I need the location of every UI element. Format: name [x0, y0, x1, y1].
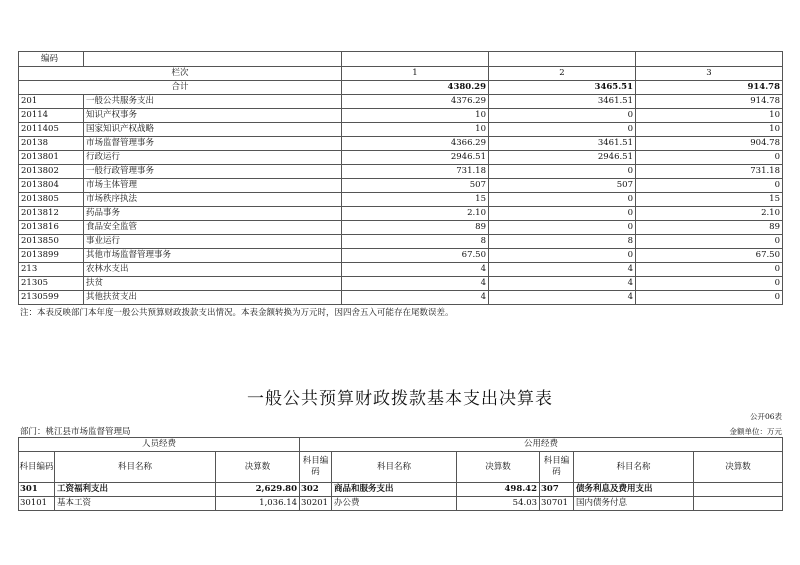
col-amount-2: 决算数 — [457, 452, 540, 483]
row-code: 20114 — [19, 109, 84, 123]
department-label: 部门：桃江县市场监督管理局 — [20, 427, 131, 437]
col-number-2: 2 — [489, 67, 636, 81]
row-value-3: 10 — [636, 123, 783, 137]
row-value-3: 914.78 — [636, 95, 783, 109]
cell-name: 工资福利支出 — [55, 483, 216, 497]
row-name: 行政运行 — [84, 151, 342, 165]
row-name: 一般公共服务支出 — [84, 95, 342, 109]
row-name: 事业运行 — [84, 235, 342, 249]
table-row — [19, 109, 783, 123]
table-row — [19, 193, 783, 207]
row-value-1: 2.10 — [342, 207, 489, 221]
total-value-1: 4380.29 — [342, 81, 489, 95]
row-value-3: 0 — [636, 291, 783, 305]
lanci-label: 栏次 — [19, 67, 342, 81]
row-value-2: 0 — [489, 193, 636, 207]
col-number-1: 1 — [342, 67, 489, 81]
header-row-lanci — [19, 67, 783, 81]
row-name: 市场监督管理事务 — [84, 137, 342, 151]
row-value-1: 67.50 — [342, 249, 489, 263]
unit-label: 金额单位：万元 — [729, 427, 782, 436]
row-value-1: 89 — [342, 221, 489, 235]
row-value-1: 4366.29 — [342, 137, 489, 151]
row-value-3: 15 — [636, 193, 783, 207]
row-value-1: 4 — [342, 263, 489, 277]
table-row — [19, 483, 783, 497]
row-value-3: 2.10 — [636, 207, 783, 221]
table-row — [19, 179, 783, 193]
row-code: 213 — [19, 263, 84, 277]
row-value-2: 4 — [489, 277, 636, 291]
row-value-2: 507 — [489, 179, 636, 193]
total-row — [19, 81, 783, 95]
table-row — [19, 277, 783, 291]
row-code: 2013804 — [19, 179, 84, 193]
col-name-2: 科目名称 — [332, 452, 457, 483]
table-row — [19, 207, 783, 221]
header-row-code — [19, 52, 783, 67]
row-value-2: 8 — [489, 235, 636, 249]
row-value-2: 0 — [489, 221, 636, 235]
cell-amount: 2,629.80 — [216, 483, 300, 497]
table-row — [19, 221, 783, 235]
table-note: 注：本表反映部门本年度一般公共预算财政拨款支出情况。本表金额转换为万元时，因四舍五入可能存在尾数误差。 — [20, 308, 454, 318]
row-code: 201 — [19, 95, 84, 109]
row-code: 2013899 — [19, 249, 84, 263]
cell-amount — [694, 497, 783, 511]
cell-name: 基本工资 — [55, 497, 216, 511]
table-row — [19, 137, 783, 151]
table-row — [19, 263, 783, 277]
row-value-1: 2946.51 — [342, 151, 489, 165]
header-code-label: 编码 — [19, 52, 84, 67]
table-row — [19, 151, 783, 165]
row-code: 2011405 — [19, 123, 84, 137]
row-value-1: 4376.29 — [342, 95, 489, 109]
row-value-1: 10 — [342, 109, 489, 123]
row-value-2: 0 — [489, 249, 636, 263]
row-value-3: 10 — [636, 109, 783, 123]
col-name-3: 科目名称 — [574, 452, 694, 483]
row-code: 20138 — [19, 137, 84, 151]
cell-code: 301 — [19, 483, 55, 497]
col-amount-3: 决算数 — [694, 452, 783, 483]
row-value-3: 89 — [636, 221, 783, 235]
group-header-row — [19, 438, 783, 452]
row-value-1: 731.18 — [342, 165, 489, 179]
cell-amount: 498.42 — [457, 483, 540, 497]
row-name: 国家知识产权战略 — [84, 123, 342, 137]
cell-name: 商品和服务支出 — [332, 483, 457, 497]
row-value-2: 4 — [489, 263, 636, 277]
row-value-3: 731.18 — [636, 165, 783, 179]
table-row — [19, 165, 783, 179]
row-value-2: 4 — [489, 291, 636, 305]
form-number: 公开06表 — [749, 412, 782, 421]
cell-code: 302 — [300, 483, 332, 497]
cell-name: 办公费 — [332, 497, 457, 511]
total-label: 合计 — [19, 81, 342, 95]
row-value-1: 4 — [342, 277, 489, 291]
table-row — [19, 291, 783, 305]
row-value-3: 904.78 — [636, 137, 783, 151]
col-code-3: 科目编码 — [540, 452, 574, 483]
row-value-2: 0 — [489, 207, 636, 221]
row-value-1: 507 — [342, 179, 489, 193]
row-value-3: 0 — [636, 263, 783, 277]
cell-code: 30201 — [300, 497, 332, 511]
row-name: 药品事务 — [84, 207, 342, 221]
group-personnel: 人员经费 — [19, 438, 300, 452]
table-row — [19, 249, 783, 263]
row-name: 扶贫 — [84, 277, 342, 291]
row-name: 其他扶贫支出 — [84, 291, 342, 305]
row-name: 知识产权事务 — [84, 109, 342, 123]
column-header-row — [19, 452, 783, 483]
row-value-2: 3461.51 — [489, 95, 636, 109]
row-value-2: 2946.51 — [489, 151, 636, 165]
row-code: 2013802 — [19, 165, 84, 179]
cell-code: 307 — [540, 483, 574, 497]
table-row — [19, 497, 783, 511]
table-row — [19, 95, 783, 109]
row-value-3: 0 — [636, 235, 783, 249]
table-row — [19, 123, 783, 137]
group-public: 公用经费 — [300, 438, 783, 452]
row-code: 2130599 — [19, 291, 84, 305]
row-value-3: 0 — [636, 277, 783, 291]
row-name: 其他市场监督管理事务 — [84, 249, 342, 263]
basic-expenditure-table — [18, 437, 783, 511]
row-value-3: 0 — [636, 179, 783, 193]
row-value-1: 8 — [342, 235, 489, 249]
row-name: 农林水支出 — [84, 263, 342, 277]
row-code: 2013805 — [19, 193, 84, 207]
page-title: 一般公共预算财政拨款基本支出决算表 — [247, 389, 553, 409]
cell-code: 30101 — [19, 497, 55, 511]
cell-name: 国内债务付息 — [574, 497, 694, 511]
row-name: 市场秩序执法 — [84, 193, 342, 207]
row-value-2: 0 — [489, 109, 636, 123]
col-code-2: 科目编码 — [300, 452, 332, 483]
cell-amount: 54.03 — [457, 497, 540, 511]
table-row — [19, 235, 783, 249]
row-value-1: 10 — [342, 123, 489, 137]
cell-amount — [694, 483, 783, 497]
row-code: 2013812 — [19, 207, 84, 221]
row-value-1: 15 — [342, 193, 489, 207]
row-code: 2013816 — [19, 221, 84, 235]
row-value-2: 0 — [489, 123, 636, 137]
col-amount-1: 决算数 — [216, 452, 300, 483]
cell-name: 债务利息及费用支出 — [574, 483, 694, 497]
row-name: 一般行政管理事务 — [84, 165, 342, 179]
row-value-1: 4 — [342, 291, 489, 305]
row-value-3: 67.50 — [636, 249, 783, 263]
row-code: 2013850 — [19, 235, 84, 249]
cell-code: 30701 — [540, 497, 574, 511]
row-value-3: 0 — [636, 151, 783, 165]
total-value-2: 3465.51 — [489, 81, 636, 95]
row-name: 食品安全监管 — [84, 221, 342, 235]
col-name-1: 科目名称 — [55, 452, 216, 483]
row-value-2: 3461.51 — [489, 137, 636, 151]
row-value-2: 0 — [489, 165, 636, 179]
row-name: 市场主体管理 — [84, 179, 342, 193]
cell-amount: 1,036.14 — [216, 497, 300, 511]
row-code: 2013801 — [19, 151, 84, 165]
col-number-3: 3 — [636, 67, 783, 81]
total-value-3: 914.78 — [636, 81, 783, 95]
col-code-1: 科目编码 — [19, 452, 55, 483]
expenditure-by-function-table — [18, 51, 783, 305]
row-code: 21305 — [19, 277, 84, 291]
